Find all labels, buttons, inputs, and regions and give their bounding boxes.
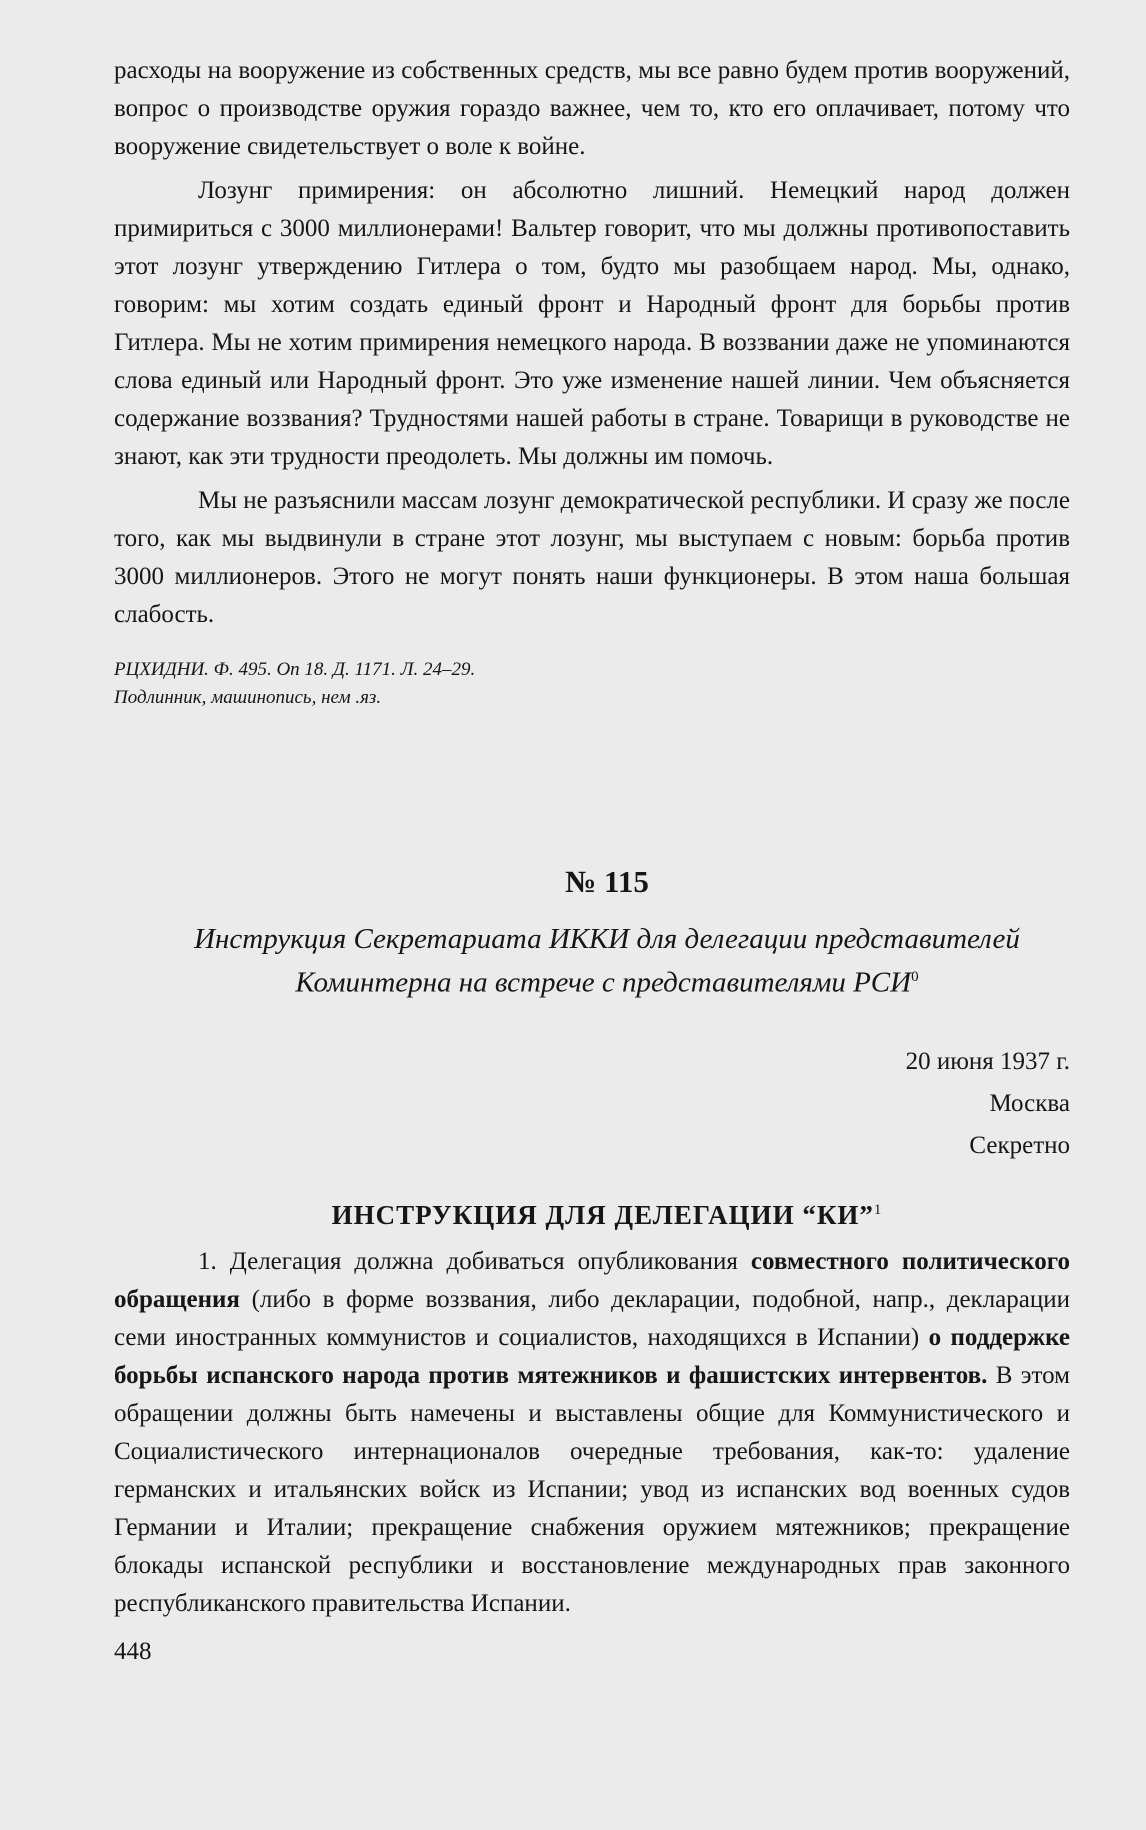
document-title-text: Инструкция Секретариата ИККИ для делегации представителей Коминтерна на встрече с представителями РСИ [194, 923, 1020, 999]
document-meta [114, 1042, 1070, 1166]
document-title-footnote-mark: 0 [911, 969, 919, 985]
item-emphasis: совместного политического обращения [114, 1247, 1070, 1313]
document-date: 20 июня 1937 г. [905, 1047, 1070, 1075]
item-text: 1. Делегация должна добиваться опубликования [198, 1247, 751, 1275]
document-number: № 115 [565, 864, 649, 899]
source-reference [114, 656, 1070, 712]
document-classification: Секретно [969, 1131, 1070, 1159]
body-paragraph: Лозунг примирения: он абсолютно лишний. Немецкий народ должен примириться с 3000 миллионерами! Вальтер говорит, что мы должны противопоставить этот лозунг утверждению Гитлера о том, будто мы разобщаем народ. Мы, однако, говорим: мы хотим создать единый фронт и Народный фронт для борьбы против Гитлера. Мы не хотим примирения немецкого народа. В воззвании даже не упоминаются слова единый или Народный фронт. Это уже изменение нашей линии. Чем объясняется содержание воззвания? Трудностями нашей работы в стране. Товарищи в руководстве не знают, как эти трудности преодолеть. Мы должны им помочь. [114, 177, 1070, 470]
source-note: Подлинник, машинопись, нем .яз. [114, 687, 382, 708]
item-text: (либо в форме воззвания, либо декларации, подобной, напр., декларации семи иностранных коммунистов и социалистов, находящихся в Испании) [114, 1285, 1070, 1351]
body-paragraph: расходы на вооружение из собственных средств, мы все равно будем против вооружений, вопрос о производстве оружия гораздо важнее, чем то, кто его оплачивает, потому что вооружение свидетельствует о воле к войне. [114, 57, 1070, 160]
body-paragraph: Мы не разъяснили массам лозунг демократической республики. И сразу же после того, как мы выдвинули в стране этот лозунг, мы выступаем с новым: борьба против 3000 миллионеров. Этого не могут понять наши функционеры. В этом наша большая слабость. [114, 487, 1070, 628]
page-number: 448 [114, 1638, 152, 1665]
instruction-item-1 [114, 1243, 1070, 1623]
item-text: В этом обращении должны быть намечены и выставлены общие для Коммунистического и Социалистического интернационалов очередные требования, как-то: удаление германских и итальянских войск из Испании; увод из испанских вод военных судов Германии и Италии; прекращение снабжения оружием мятежников; прекращение блокады испанской республики и восстановление международных прав законного республиканского правительства Испании. [114, 1361, 1070, 1617]
item-emphasis: о поддержке борьбы испанского народа против мятежников и фашистских интервентов. [114, 1323, 1071, 1389]
archive-citation: РЦХИДНИ. Ф. 495. Оп 18. Д. 1171. Л. 24–29. [114, 659, 476, 680]
instruction-heading [114, 1190, 1070, 1235]
document-title [114, 920, 1070, 1002]
instruction-heading-text: ИНСТРУКЦИЯ ДЛЯ ДЕЛЕГАЦИИ “КИ” [331, 1199, 874, 1230]
document-place: Москва [989, 1089, 1070, 1117]
instruction-heading-footnote-mark: 1 [873, 1201, 883, 1218]
